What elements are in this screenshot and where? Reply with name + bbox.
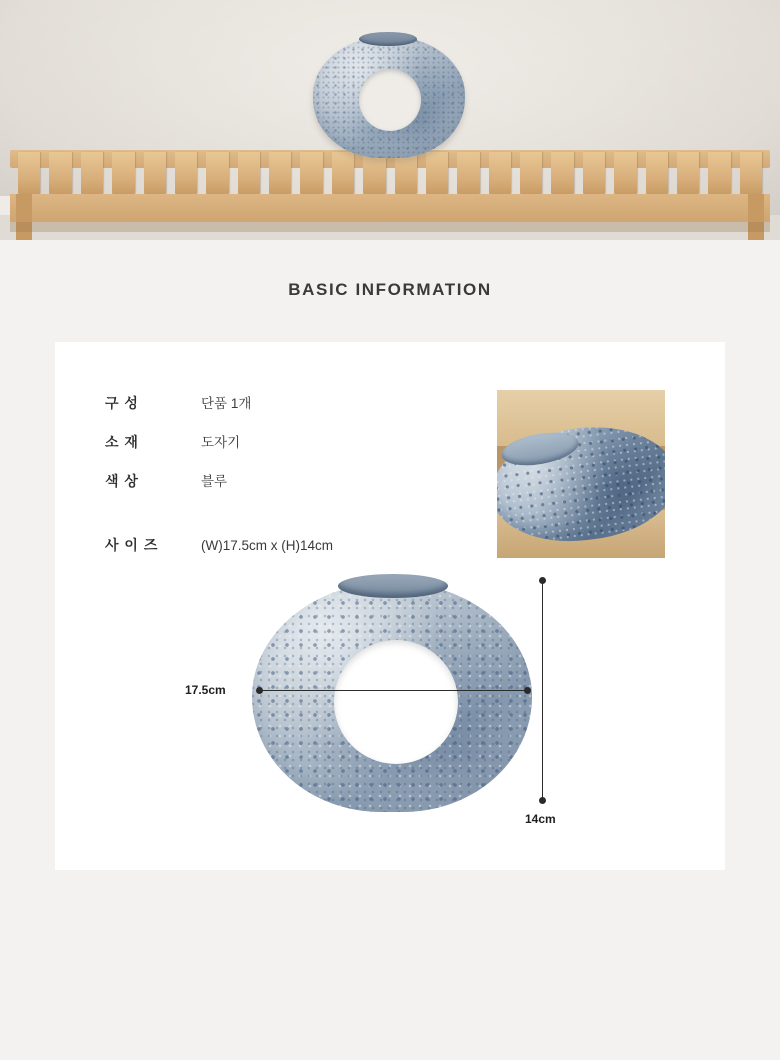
bench-slat (238, 152, 260, 194)
bench-slat (583, 152, 605, 194)
width-dimension-dot-right (524, 687, 531, 694)
basic-information-card (55, 342, 725, 870)
bench-slat (112, 152, 134, 194)
height-dimension-dot-bottom (539, 797, 546, 804)
bench-slat (489, 152, 511, 194)
page-footer-space (0, 870, 780, 1060)
bench-slat (457, 152, 479, 194)
spec-label: 구 성 (105, 395, 139, 411)
spec-label: 소 재 (105, 434, 139, 450)
height-dimension-label: 14cm (525, 812, 556, 826)
spec-list (105, 392, 525, 573)
bench-slat (175, 152, 197, 194)
bench-slat (614, 152, 636, 194)
bench-slat (332, 152, 354, 194)
height-dimension-dot-top (539, 577, 546, 584)
bench-shadow (10, 222, 770, 232)
height-dimension-line (542, 580, 543, 800)
spec-row-composition (105, 392, 525, 413)
bench-slat (18, 152, 40, 194)
vase-mouth (359, 32, 417, 46)
width-dimension-dot-left (256, 687, 263, 694)
bench-leg-left (16, 194, 32, 240)
bench-slat (300, 152, 322, 194)
bench-slat (395, 152, 417, 194)
detail-photo (497, 390, 665, 558)
width-dimension-line (259, 690, 527, 691)
bench-slats (18, 152, 762, 194)
bench-slat (81, 152, 103, 194)
bench-slat (520, 152, 542, 194)
diagram-vase (252, 582, 532, 812)
spec-value: 도자기 (201, 435, 241, 450)
bench-slat (677, 152, 699, 194)
bench-slat (144, 152, 166, 194)
section-title: BASIC INFORMATION (288, 280, 492, 299)
spec-row-material (105, 431, 525, 452)
diagram-vase-mouth (338, 574, 448, 598)
bench-slat (206, 152, 228, 194)
spec-value-size: (W)17.5cm x (H)14cm (201, 538, 334, 553)
dimension-diagram (55, 580, 725, 860)
bench-slat (551, 152, 573, 194)
bench-apron (10, 194, 770, 222)
bench-slat (646, 152, 668, 194)
spec-label-size: 사 이 즈 (105, 537, 159, 553)
bench-slat (49, 152, 71, 194)
spec-label: 색 상 (105, 473, 139, 489)
bench-slat (269, 152, 291, 194)
bench-slat (426, 152, 448, 194)
bench-slat (708, 152, 730, 194)
bench-slat (740, 152, 762, 194)
spec-row-color (105, 470, 525, 491)
diagram-vase-center-hole (334, 640, 458, 764)
vase-center-hole (359, 69, 421, 131)
width-dimension-label: 17.5cm (185, 683, 226, 697)
hero-vase (313, 36, 465, 158)
hero-product-photo (0, 0, 780, 240)
bench-leg-right (748, 194, 764, 240)
wooden-bench (10, 150, 770, 240)
spec-value: 단품 1개 (201, 396, 252, 411)
bench-slat (363, 152, 385, 194)
spec-row-size (105, 535, 525, 555)
spec-value: 블루 (201, 474, 228, 489)
